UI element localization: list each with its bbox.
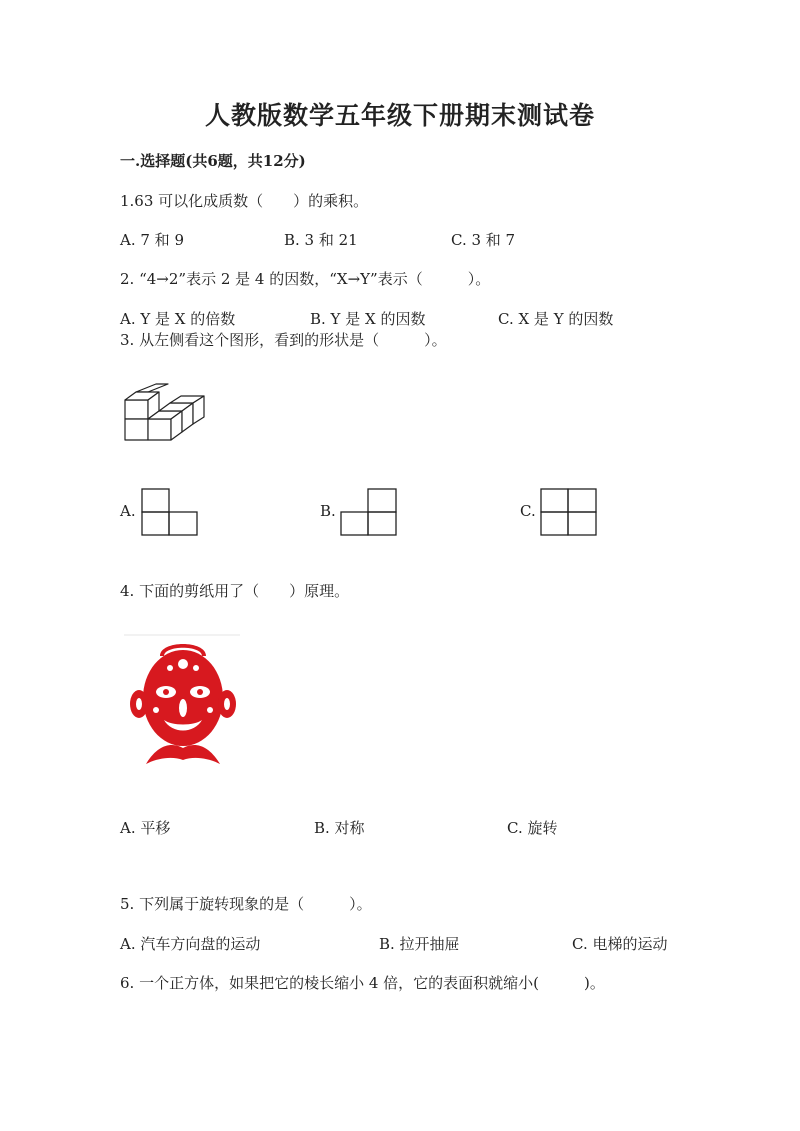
question-1-option-c: C. 3 和 7 [451, 231, 516, 249]
question-6-stem: 6. 一个正方体，如果把它的棱长缩小 4 倍，它的表面积就缩小( )。 [120, 974, 605, 992]
question-2-option-b: B. Y 是 X 的因数 [310, 310, 426, 328]
question-1-option-a: A. 7 和 9 [120, 231, 184, 249]
question-3-stem: 3. 从左侧看这个图形，看到的形状是（ ）。 [120, 331, 447, 349]
question-3-option-c-label: C. [520, 502, 536, 520]
question-2-option-c: C. X 是 Y 的因数 [498, 310, 614, 328]
shape-option-c [540, 488, 598, 538]
question-3-option-a-label: A. [120, 502, 136, 520]
section-heading: 一.选择题(共6题，共12分) [120, 152, 306, 170]
question-3-option-b-label: B. [320, 502, 336, 520]
shape-option-b [340, 488, 398, 538]
question-4-stem: 4. 下面的剪纸用了（ ）原理。 [120, 582, 350, 600]
cube-figure [122, 384, 208, 444]
page-title: 人教版数学五年级下册期末测试卷 [204, 101, 595, 130]
question-5-stem: 5. 下列属于旋转现象的是（ ）。 [120, 895, 372, 913]
question-4-option-a: A. 平移 [120, 819, 171, 837]
question-2-stem: 2. “4→2”表示 2 是 4 的因数，“X→Y”表示（ ）。 [120, 270, 491, 288]
question-1-option-b: B. 3 和 21 [284, 231, 358, 249]
question-4-option-b: B. 对称 [314, 819, 365, 837]
question-2-option-a: A. Y 是 X 的倍数 [120, 310, 236, 328]
question-4-option-c: C. 旋转 [507, 819, 558, 837]
shape-option-a [141, 488, 199, 538]
paper-cut-image [124, 634, 242, 772]
question-5-option-b: B. 拉开抽屉 [379, 935, 460, 953]
question-5-option-c: C. 电梯的运动 [572, 935, 668, 953]
question-5-option-a: A. 汽车方向盘的运动 [120, 935, 261, 953]
question-1-stem: 1.63 可以化成质数（ ）的乘积。 [120, 192, 369, 210]
